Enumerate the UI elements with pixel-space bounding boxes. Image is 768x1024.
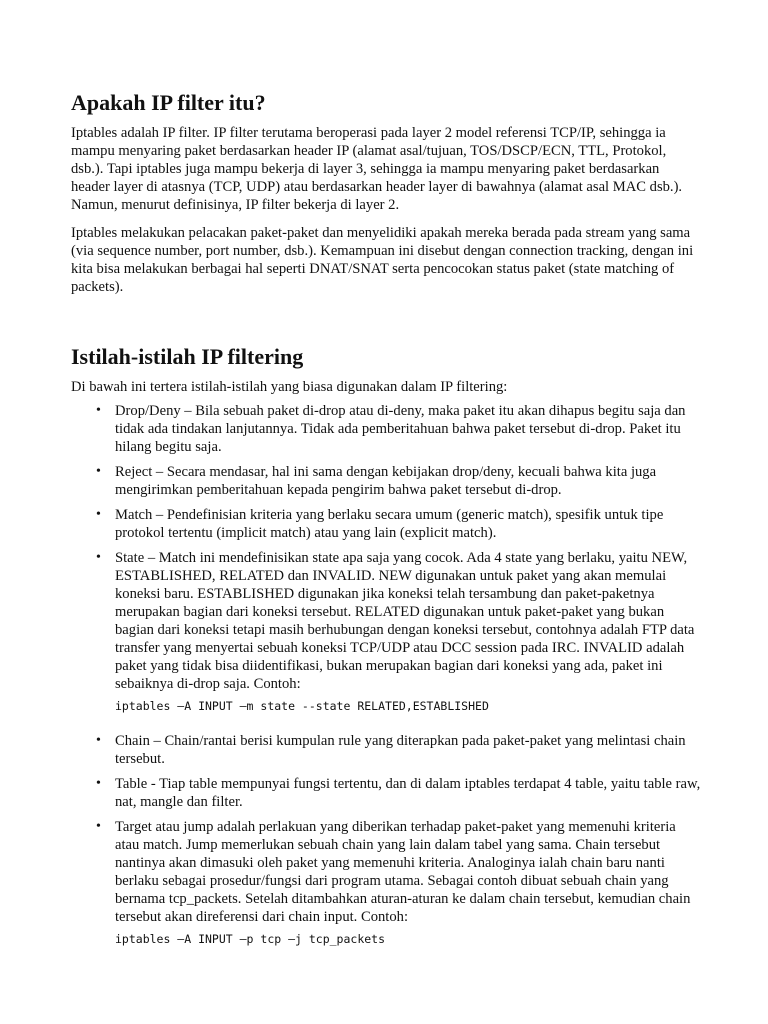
list-item-drop-deny <box>71 402 701 456</box>
section-title-istilah: Istilah-istilah IP filtering <box>71 344 304 369</box>
bullet-icon: • <box>96 776 101 791</box>
bullet-icon: • <box>96 733 101 748</box>
bullet-icon: • <box>96 819 101 834</box>
paragraph-connection-tracking: Iptables melakukan pelacakan paket-paket dan menyelidiki apakah mereka berada pada stream yang sama (via sequence number, port number, dsb.). Kemampuan ini disebut dengan connection tracking, dengan ini kita bisa melakukan berbagai hal seperti DNAT/SNAT serta pencocokan status paket (state matching of packets). <box>71 225 694 295</box>
bullet-icon: • <box>96 550 101 565</box>
list-item-state <box>71 549 701 714</box>
list-item-text: Match – Pendefinisian kriteria yang berlaku secara umum (generic match), spesifik untuk tipe protokol tertentu (implicit match) atau yang lain (explicit match). <box>115 507 664 541</box>
section-title-ip-filter: Apakah IP filter itu? <box>71 90 266 115</box>
paragraph-iptables-intro: Iptables adalah IP filter. IP filter terutama beroperasi pada layer 2 model referensi TCP/IP, sehingga ia mampu menyaring paket berdasarkan header IP (alamat asal/tujuan, TOS/DSCP/ECN, TTL, Protokol, dsb.). Tapi iptables juga mampu bekerja di layer 3, sehingga ia mampu menyaring paket berdasarkan header layer di atasnya (TCP, UDP) atau berdasarkan header layer di bawahnya (alamat asal MAC dsb.). Namun, menurut definisinya, IP filter bekerja di layer 2. <box>71 125 683 213</box>
list-item-reject <box>71 463 701 499</box>
code-example-state: iptables –A INPUT –m state --state RELATED,ESTABLISHED <box>115 699 489 713</box>
terms-list <box>71 402 701 947</box>
list-item-text: Reject – Secara mendasar, hal ini sama dengan kebijakan drop/deny, kecuali bahwa kita juga mengirimkan pemberitahuan kepada pengirim bahwa paket tersebut di-drop. <box>115 464 657 498</box>
list-item-text: State – Match ini mendefinisikan state apa saja yang cocok. Ada 4 state yang berlaku, yaitu NEW, ESTABLISHED, RELATED dan INVALID. NEW digunakan untuk paket yang akan memulai koneksi baru. ESTABLISHED digunakan jika koneksi telah tersambung dan paket-paketnya merupakan bagian dari koneksi tersebut. RELATED digunakan untuk paket-paket yang bukan bagian dari koneksi tetapi masih berhubungan dengan koneksi tersebut, contohnya adalah FTP data transfer yang menyertai sebuah koneksi TCP/UDP atau DCC session pada IRC. INVALID adalah paket yang tidak bisa diidentifikasi, bukan merupakan bagian dari koneksi yang ada, paket ini sebaiknya di-drop saja. Contoh: <box>115 550 695 692</box>
paragraph-istilah-intro: Di bawah ini tertera istilah-istilah yang biasa digunakan dalam IP filtering: <box>71 379 508 395</box>
list-item-match <box>71 506 701 542</box>
list-item-text: Chain – Chain/rantai berisi kumpulan rule yang diterapkan pada paket-paket yang melintasi chain tersebut. <box>115 733 686 767</box>
document-page <box>71 0 701 954</box>
list-item-table <box>71 775 701 811</box>
code-example-target: iptables –A INPUT –p tcp –j tcp_packets <box>115 932 386 946</box>
bullet-icon: • <box>96 507 101 522</box>
bullet-icon: • <box>96 403 101 418</box>
list-item-target <box>71 818 701 947</box>
bullet-icon: • <box>96 464 101 479</box>
list-item-text: Drop/Deny – Bila sebuah paket di-drop atau di-deny, maka paket itu akan dihapus begitu saja dan tidak ada tindakan lanjutannya. Tidak ada pemberitahuan bahwa paket tersebut di-drop. Paket itu hilang begitu saja. <box>115 403 686 455</box>
list-item-text: Target atau jump adalah perlakuan yang diberikan terhadap paket-paket yang memenuhi kriteria atau match. Jump memerlukan sebuah chain yang lain dalam tabel yang sama. Chain tersebut nantinya akan dimasuki oleh paket yang memenuhi kriteria. Analoginya ialah chain baru nanti berlaku sebagai prosedur/fungsi dari program utama. Sebagai contoh dibuat sebuah chain yang bernama tcp_packets. Setelah ditambahkan aturan-aturan ke dalam chain tersebut, kemudian chain tersebut akan direferensi dari chain input. Contoh: <box>115 819 691 925</box>
list-item-chain <box>71 732 701 768</box>
list-item-text: Table - Tiap table mempunyai fungsi tertentu, dan di dalam iptables terdapat 4 table, yaitu table raw, nat, mangle dan filter. <box>115 776 701 810</box>
